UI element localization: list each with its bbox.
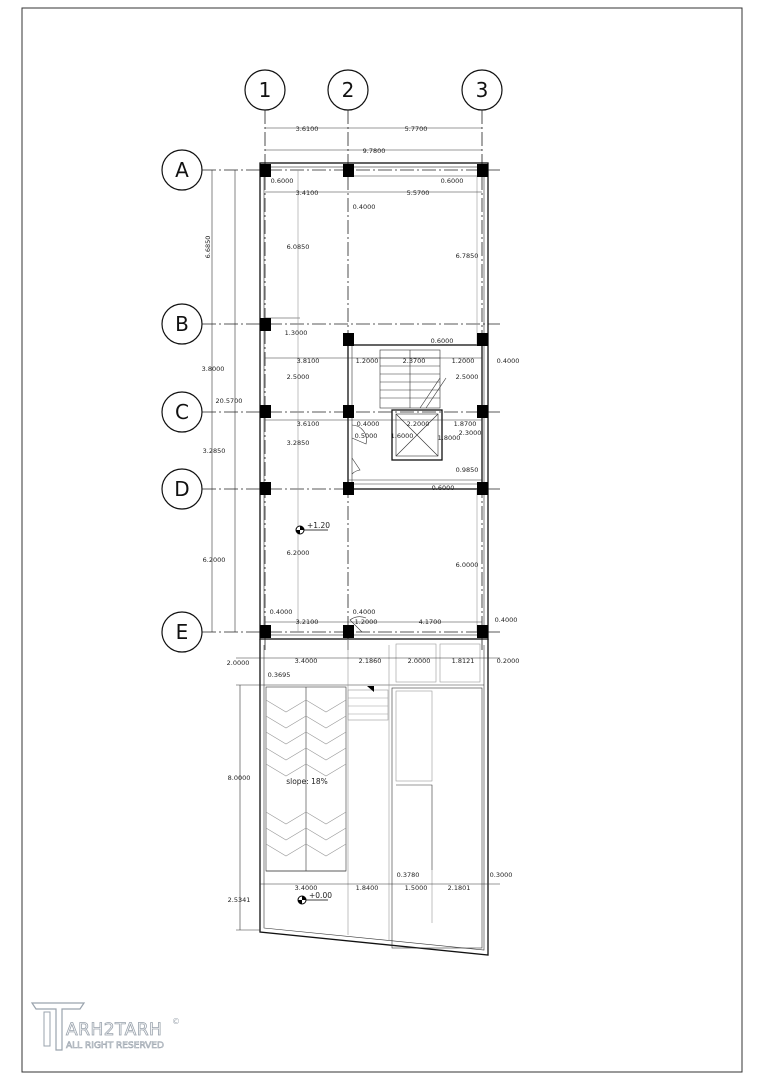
logo-copyright-mark: © — [172, 1017, 180, 1026]
dim-c-22: 2.2000 — [406, 420, 430, 428]
svg-text:A: A — [175, 158, 189, 182]
dim-e-04a: 0.4000 — [269, 608, 293, 616]
axis-bubble-A — [162, 150, 202, 190]
dim-inner-6085: 6.0850 — [286, 243, 310, 251]
dim-a-341: 3.4100 — [295, 189, 319, 197]
dimension-lines — [212, 128, 500, 930]
dim-b-06: 0.6000 — [430, 337, 454, 345]
level-marker-upper — [296, 521, 330, 534]
dim-d-60: 6.0000 — [455, 561, 479, 569]
upper-floor-walls — [260, 163, 488, 639]
dim-e-04c: 0.4000 — [494, 616, 518, 624]
dim-q-15: 1.5000 — [404, 884, 428, 892]
dim-c-04: 0.4000 — [356, 420, 380, 428]
door-swing — [350, 425, 367, 632]
parking-level-walls — [236, 639, 488, 955]
dim-p-25341: 2.5341 — [227, 896, 251, 904]
dim-e-12: 1.2000 — [354, 618, 378, 626]
axis-bubble-1 — [245, 70, 285, 110]
axis-bubble-B — [162, 304, 202, 344]
svg-text:2: 2 — [341, 78, 355, 102]
dim-c-16: 1.6000 — [390, 432, 414, 440]
svg-text:+1.20: +1.20 — [307, 521, 330, 530]
dim-a-right: 0.6000 — [440, 177, 464, 185]
dim-p-20b: 2.0000 — [407, 657, 431, 665]
dim-e-321: 3.2100 — [295, 618, 319, 626]
dim-b-12a: 1.2000 — [355, 357, 379, 365]
svg-text:3: 3 — [475, 78, 489, 102]
dim-left-bc: 3.8000 — [201, 365, 225, 373]
dim-b-12b: 1.2000 — [451, 357, 475, 365]
dim-q-184: 1.8400 — [355, 884, 379, 892]
structural-columns — [260, 164, 488, 638]
logo-name: ARH2TARH — [66, 1020, 163, 1040]
dim-c-0985: 0.9850 — [455, 466, 479, 474]
axis-bubble-3 — [462, 70, 502, 110]
dim-e-417: 4.1700 — [418, 618, 442, 626]
dim-a-left: 0.6000 — [270, 177, 294, 185]
dim-c-187: 1.8700 — [453, 420, 477, 428]
dim-top-2-3: 5.7700 — [404, 125, 428, 133]
svg-text:B: B — [175, 312, 189, 336]
logo-tagline: ALL RIGHT RESERVED — [66, 1041, 164, 1051]
dim-top-1-2: 3.6100 — [295, 125, 319, 133]
dim-b-381: 3.8100 — [296, 357, 320, 365]
dim-b-04: 0.4000 — [496, 357, 520, 365]
svg-text:1: 1 — [258, 78, 272, 102]
dim-q-03: 0.3000 — [489, 871, 513, 879]
dim-q-0378: 0.3780 — [396, 871, 420, 879]
dim-a-557: 5.5700 — [406, 189, 430, 197]
axis-bubble-C — [162, 392, 202, 432]
dim-b-237: 2.3700 — [402, 357, 426, 365]
dim-q-34: 3.4000 — [294, 884, 318, 892]
dim-c-3285: 3.2850 — [286, 439, 310, 447]
ramp-slope-label: slope: 18% — [286, 777, 328, 786]
dim-left-cd: 3.2850 — [202, 447, 226, 455]
svg-text:E: E — [175, 620, 189, 644]
dim-c-23: 2.3000 — [458, 429, 482, 437]
svg-text:C: C — [175, 400, 189, 424]
svg-text:D: D — [174, 477, 190, 501]
dim-left-total: 20.5700 — [215, 397, 243, 405]
svg-text:+0.00: +0.00 — [309, 891, 332, 900]
dim-b-13: 1.3000 — [284, 329, 308, 337]
axis-bubble-2 — [328, 70, 368, 110]
level-marker-ground — [298, 891, 332, 904]
dim-c-18: 1.8000 — [437, 434, 461, 442]
dim-e-04b: 0.4000 — [352, 608, 376, 616]
dim-right-6785: 6.7850 — [455, 252, 479, 260]
dim-left-de: 6.2000 — [202, 556, 226, 564]
dim-c-05: 0.5000 — [354, 432, 378, 440]
dim-d-06: 0.6000 — [431, 484, 455, 492]
dim-p-80: 8.0000 — [227, 774, 251, 782]
dim-p-03695: 0.3695 — [267, 671, 291, 679]
dim-b-25b: 2.5000 — [455, 373, 479, 381]
axis-bubble-E — [162, 612, 202, 652]
dim-a-04: 0.4000 — [352, 203, 376, 211]
arh2tarh-logo — [32, 1003, 180, 1051]
dim-b-25a: 2.5000 — [286, 373, 310, 381]
dim-p-34: 3.4000 — [294, 657, 318, 665]
dim-d-62: 6.2000 — [286, 549, 310, 557]
dim-c-361: 3.6100 — [296, 420, 320, 428]
dim-p-2186: 2.1860 — [358, 657, 382, 665]
dim-q-21801: 2.1801 — [447, 884, 471, 892]
dim-p-18121: 1.8121 — [451, 657, 475, 665]
dim-left-ab: 6.6850 — [204, 235, 212, 259]
sheet-border — [22, 8, 742, 1072]
dim-total-width: 9.7800 — [362, 147, 386, 155]
dim-p-02: 0.2000 — [496, 657, 520, 665]
dim-p-20: 2.0000 — [226, 659, 250, 667]
axis-bubble-D — [162, 469, 202, 509]
